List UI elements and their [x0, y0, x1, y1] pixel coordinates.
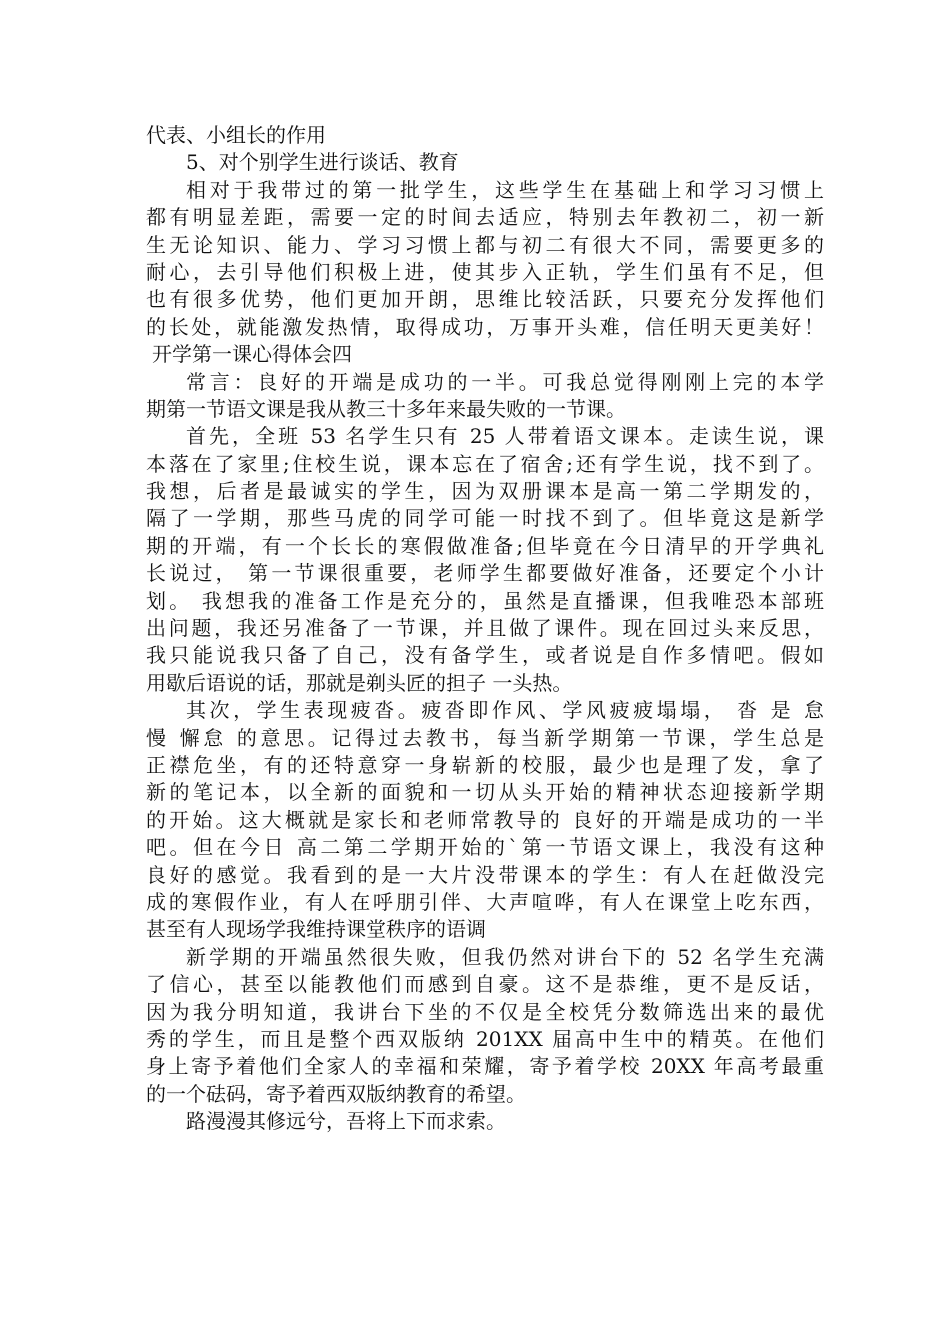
- text-line: 我想，后者是最诚实的学生，因为双册课本是高一第二学期发的，: [146, 479, 824, 504]
- text-line: 的开始。这大概就是家长和老师常教导的 良好的开端是成功的一半: [146, 807, 824, 832]
- text-line: 身上寄予着他们全家人的幸福和荣耀，寄予着学校 20XX 年高考最重: [146, 1054, 824, 1079]
- text-line: 都有明显差距，需要一定的时间去适应，特别去年教初二，初一新: [146, 205, 824, 230]
- text-line: 吧。但在今日 高二第二学期开始的`第一节语文课上，我没有这种: [146, 835, 824, 860]
- text-line: 良好的感觉。我看到的是一大片没带课本的学生：有人在赶做没完: [146, 862, 824, 887]
- text-line: 隔了一学期，那些马虎的同学可能一时找不到了。但毕竟这是新学: [146, 506, 824, 531]
- text-line: 出问题，我还另准备了一节课，并且做了课件。现在回过头来反思，: [146, 616, 824, 641]
- document-page: [146, 122, 824, 1135]
- text-line: 5、对个别学生进行谈话、教育: [186, 150, 459, 175]
- text-line: 期第一节语文课是我从教三十多年来最失败的一节课。: [146, 396, 626, 421]
- text-line: 长说过， 第一节课很重要，老师学生都要做好准备，还要定个小计: [146, 561, 824, 586]
- text-line: 用歇后语说的话，那就是剃头匠的担子 一头热。: [146, 670, 573, 695]
- text-line: 首先，全班 53 名学生只有 25 人带着语文课本。走读生说，课: [186, 424, 824, 449]
- text-line: 也有很多优势，他们更加开朗，思维比较活跃，只要充分发挥他们: [146, 287, 824, 312]
- text-line: 我只能说我只备了自己，没有备学生，或者说是自作多情吧。假如: [146, 643, 824, 668]
- text-line: 了信心，甚至以能教他们而感到自豪。这不是恭维，更不是反话，: [146, 972, 824, 997]
- text-line: 甚至有人现场学我维持课堂秩序的语调: [146, 917, 486, 942]
- text-line: 常言：良好的开端是成功的一半。可我总觉得刚刚上完的本学: [186, 369, 824, 394]
- text-line: 因为我分明知道，我讲台下坐的不仅是全校凭分数筛选出来的最优: [146, 999, 824, 1024]
- text-line: 耐心，去引导他们积极上进，使其步入正轨，学生们虽有不足，但: [146, 259, 824, 284]
- text-line: 路漫漫其修远兮，吾将上下而求索。: [186, 1109, 506, 1134]
- text-line: 正襟危坐，有的还特意穿一身崭新的校服，最少也是理了发，拿了: [146, 752, 824, 777]
- text-line: 的一个砝码，寄予着西双版纳教育的希望。: [146, 1081, 526, 1106]
- text-line: 秀的学生，而且是整个西双版纳 201XX 届高中生中的精英。在他们: [146, 1026, 824, 1051]
- text-line: 代表、小组长的作用: [146, 123, 326, 147]
- text-line: 期的开端，有一个长长的寒假做准备;但毕竟在今日清早的开学典礼: [146, 533, 824, 558]
- text-line: 其次，学生表现疲沓。疲沓即作风、学风疲疲塌塌， 沓 是 怠: [186, 698, 824, 723]
- text-line: 的长处，就能激发热情，取得成功，万事开头难，信任明天更美好！: [146, 314, 824, 339]
- text-line: 生无论知识、能力、学习习惯上都与初二有很大不同，需要更多的: [146, 232, 824, 257]
- text-line: 成的寒假作业，有人在呼朋引伴、大声喧哗，有人在课堂上吃东西，: [146, 889, 824, 914]
- text-line: 新学期的开端虽然很失败，但我仍然对讲台下的 52 名学生充满: [186, 944, 824, 969]
- text-line: 本落在了家里;住校生说，课本忘在了宿舍;还有学生说，找不到了。: [146, 451, 824, 476]
- document-body: [146, 122, 824, 1135]
- text-line: 新的笔记本，以全新的面貌和一切从头开始的精神状态迎接新学期: [146, 780, 824, 805]
- text-line: 开学第一课心得体会四: [152, 342, 352, 367]
- text-line: 划。 我想我的准备工作是充分的，虽然是直播课，但我唯恐本部班: [146, 588, 824, 613]
- text-line: 相对于我带过的第一批学生，这些学生在基础上和学习习惯上: [186, 177, 824, 202]
- text-line: 慢 懈怠 的意思。记得过去教书，每当新学期第一节课，学生总是: [146, 725, 824, 750]
